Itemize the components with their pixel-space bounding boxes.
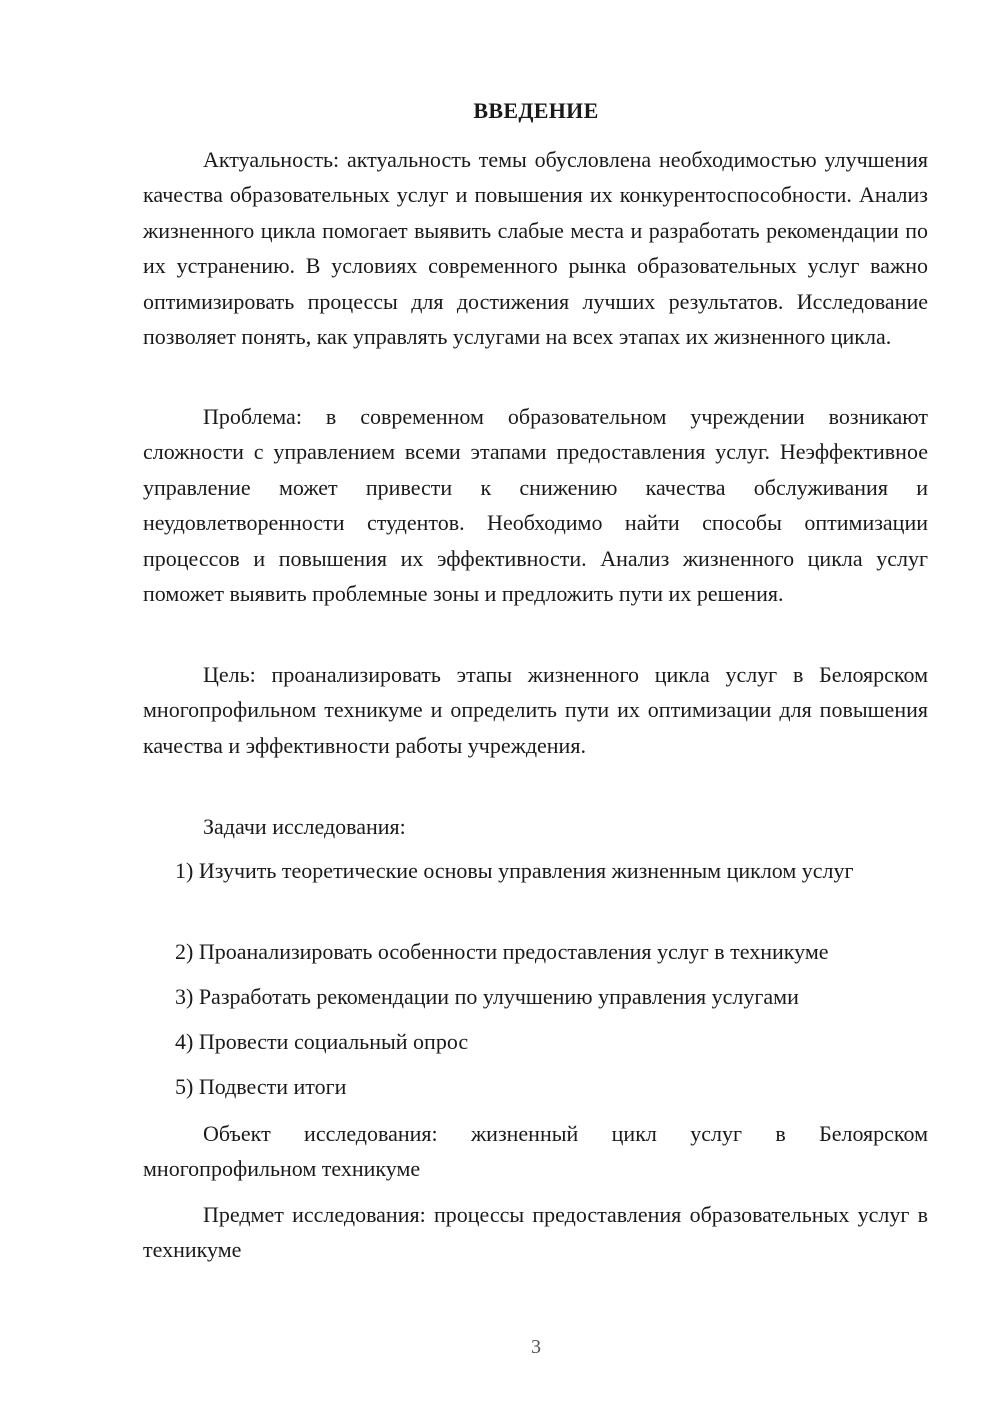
section-title: ВВЕДЕНИЕ [473,98,599,123]
task-item-3 [143,979,928,1014]
paragraph-goal [143,657,928,763]
task-text: 5) Подвести итоги [175,1074,347,1099]
paragraph-relevance [143,142,928,354]
paragraph-subject [143,1197,928,1268]
page-number: 3 [531,1336,541,1358]
paragraph-text: Цель: проанализировать этапы жизненного цикла услуг в Белоярском многопрофильном техникуме и определить пути их оптимизации для повышения качества и эффективности работы учреждения. [143,662,928,758]
paragraph-object [143,1116,928,1187]
paragraph-tasks-heading [143,809,928,844]
task-text: 4) Провести социальный опрос [175,1029,469,1054]
paragraph-problem [143,399,928,611]
task-item-4 [143,1024,928,1059]
paragraph-text: Проблема: в современном образовательном учреждении возникают сложности с управлением всеми этапами предоставления услуг. Неэффективное управление может привести к снижению качества обслуживания и неудовлетворенности студентов. Необходимо найти способы оптимизации процессов и повышения их эффективности. Анализ жизненного цикла услуг поможет выявить проблемные зоны и предложить пути их решения. [143,404,928,607]
paragraph-text: Задачи исследования: [203,814,406,839]
task-item-1 [143,853,928,888]
task-item-2 [143,934,928,969]
paragraph-text: Предмет исследования: процессы предоставления образовательных услуг в техникуме [143,1202,928,1263]
paragraph-text: Объект исследования: жизненный цикл услуг в Белоярском многопрофильном техникуме [143,1121,928,1182]
paragraph-text: Актуальность: актуальность темы обусловлена необходимостью улучшения качества образовательных услуг и повышения их конкурентоспособности. Анализ жизненного цикла помогает выявить слабые места и разработать рекомендации по их устранению. В условиях современного рынка образовательных услуг важно оптимизировать процессы для достижения лучших результатов. Исследование позволяет понять, как управлять услугами на всех этапах их жизненного цикла. [143,147,928,350]
task-text: 1) Изучить теоретические основы управления жизненным циклом услуг [175,858,854,883]
task-text: 2) Проанализировать особенности предоставления услуг в техникуме [175,939,829,964]
task-text: 3) Разработать рекомендации по улучшению управления услугами [175,984,799,1009]
task-item-5 [143,1069,928,1104]
